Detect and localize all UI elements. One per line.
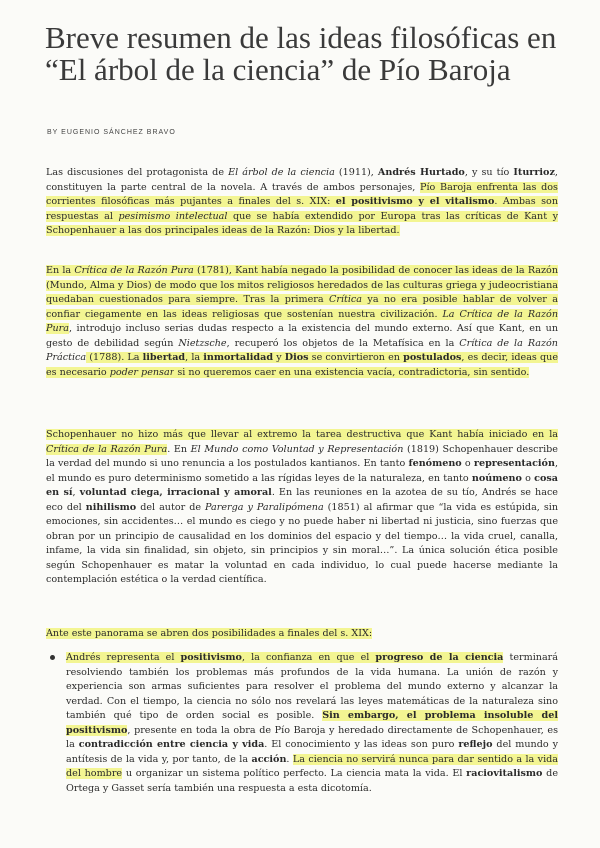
bullet-run: , la confianza en que el <box>241 652 376 663</box>
paragraph-kant <box>46 264 558 380</box>
p3-run: del autor de <box>136 501 206 513</box>
p3-run: Crítica de la Razón Pura <box>46 443 168 455</box>
bullet-run: positivismo <box>180 652 242 663</box>
p1-run: pesimismo intelectual <box>118 210 228 222</box>
p3-run: , <box>72 487 80 498</box>
p1-run: . Ambas son respuestas al <box>46 196 558 222</box>
p3-run: , el mundo es puro determinismo sometido a las rígidas leyes de la naturaleza, en tanto <box>46 458 558 484</box>
bullet-run: . El conocimiento y las ideas son puro <box>264 739 459 750</box>
p2-run: inmortalidad <box>203 352 274 363</box>
p2-run: y <box>273 352 285 363</box>
bullet-run: contradicción entre ciencia y vida <box>78 739 265 750</box>
bullet-run: . <box>286 753 293 765</box>
p2-run: Crítica de la Razón Práctica <box>46 337 558 363</box>
p1-run: (1911), <box>334 167 378 178</box>
p1-run: el positivismo y el vitalismo <box>335 196 495 207</box>
p2-run: Dios <box>284 352 309 363</box>
p2-run: , introdujo incluso serias dudas respecto a la existencia del mundo externo. Así que Kant, en un gesto de debilidad según <box>46 323 558 349</box>
bullet-run: del mundo y antítesis de la vida y, por tanto, de la <box>66 739 558 765</box>
p1-run: Andrés Hurtado <box>377 167 465 178</box>
bullet-run: reflejo <box>458 739 493 750</box>
p1-run: , constituyen la parte central de la novela. A través de ambos personajes, <box>46 167 558 193</box>
p3-run: Schopenhauer no hizo más que llevar al extremo la tarea destructiva que Kant había iniciado en la <box>46 429 558 440</box>
bullet-item-positivismo <box>66 651 558 796</box>
p1-run: Las discusiones del protagonista de <box>46 167 229 178</box>
p2-run: Crítica de la Razón Pura <box>46 308 558 334</box>
p2-run: se convirtieron en <box>308 352 404 363</box>
p3-run: o <box>521 472 535 484</box>
bullet-run: u organizar un sistema político perfecto. La ciencia mata la vida. El <box>122 768 467 779</box>
paragraph-intro <box>46 166 558 239</box>
bullet-run: , presente en toda la obra de Pío Baroja y heredado directamente de Schopenhauer, es la <box>66 724 558 750</box>
p3-run: . En las reuniones en la azotea de su tío, Andrés se hace eco del <box>46 487 558 513</box>
p3-run: cosa en sí <box>46 472 558 498</box>
p3-run: nihilismo <box>85 501 137 513</box>
p2-run: , recuperó los objetos de la Metafísica en la <box>226 337 460 349</box>
bullet-run: progreso de la ciencia <box>375 652 504 663</box>
bullet-run: Sin embargo, el problema insoluble del positivismo <box>66 710 558 736</box>
bullet-run: Andrés representa el <box>66 652 181 663</box>
p2-run: Crítica de la Razón Pura <box>74 265 194 276</box>
p2-run: poder pensar <box>109 366 175 378</box>
p3-run: (1851) al afirmar que “la vida es estúpida, sin emociones, sin accidentes… el mundo es ciego y no puede haber ni libertad ni justicia, sino fuerzas que obran por un principio de causalidad en los dominios del espacio y del tiempo… la vida cruel, canalla, infame, la vida sin finalidad, sin objeto, sin principios y sin moral…”. La única solución ética posible según Schopenhauer es matar la voluntad en cada individuo, lo cual puede hacerse mediante la contemplación estética o la verdad científica. <box>46 501 559 585</box>
p4-run: Ante este panorama se abren dos posibilidades a finales del s. XIX: <box>46 628 373 639</box>
p3-run: voluntad ciega, irracional y amoral <box>79 487 272 498</box>
p3-run: representación <box>473 458 555 469</box>
p2-run: libertad <box>142 352 186 363</box>
p2-run: si no queremos caer en una existencia vacía, contradictoria, sin sentido. <box>174 366 530 378</box>
paragraph-panorama <box>46 627 558 642</box>
p2-run: La <box>442 308 460 320</box>
bullet-run: raciovitalismo <box>466 768 543 779</box>
bullet-list <box>56 651 558 796</box>
p2-run: Nietzsche <box>178 337 227 349</box>
article-title: Breve resumen de las ideas filosóficas en “El árbol de la ciencia” de Pío Baroja <box>45 20 557 87</box>
p1-run: Iturrioz <box>513 167 555 178</box>
p1-run: , y su tío <box>464 167 514 178</box>
p3-run: fenómeno <box>408 458 462 469</box>
bullet-dot-icon <box>50 655 55 660</box>
byline: BY EUGENIO SÁNCHEZ BRAVO <box>47 129 176 136</box>
bullet-run: terminará resolviendo también los problemas más profundos de la vida humana. La unión de razón y experiencia son armas suficientes para resolver el problema del mundo externo y alcanzar la verdad. Con el tiempo, la ciencia no sólo nos revelará las leyes matemáticas de la naturaleza sino también qué tipo de orden social es posible. <box>66 652 558 721</box>
p2-run: ya no era posible hablar de volver a confiar ciegamente en las ideas religiosas que sostenían nuestra civilización. <box>46 294 558 320</box>
p1-run: Pío Baroja enfrenta las dos corrientes filosóficas más pujantes a finales del s. XIX: <box>46 181 558 207</box>
p3-run: (1819) Schopenhauer describe la verdad del mundo si uno renuncia a los postulados kantianos. En tanto <box>46 443 558 469</box>
p2-run: En la <box>46 265 75 276</box>
p2-run: , la <box>185 352 204 363</box>
p3-run: noúmeno <box>471 472 522 484</box>
p2-run: , es decir, ideas que es necesario <box>46 352 558 378</box>
p3-run: . En <box>167 443 191 455</box>
p3-run: o <box>461 458 474 469</box>
p2-run: postulados <box>403 352 462 363</box>
p2-run: (1788). La <box>86 352 143 363</box>
p3-run: Parerga y Paralipómena <box>205 501 324 513</box>
p2-run: (1781), Kant había negado la posibilidad de conocer las ideas de la Razón (Mundo, Alma y Dios) de modo que los mitos religiosos heredados de las culturas griega y judeocristiana quedaban cuestionados para siempre. Tras la primera <box>46 265 558 305</box>
p1-run: que se había extendido por Europa tras las críticas de Kant y Schopenhauer a las dos principales ideas de la Razón: Dios y la libertad. <box>46 210 559 236</box>
p3-run: El Mundo como Voluntad y Representación <box>190 443 404 455</box>
p1-run: El árbol de la ciencia <box>228 167 335 178</box>
bullet-run: acción <box>251 753 287 765</box>
bullet-run: La ciencia no servirá nunca para dar sentido a la vida del hombre <box>66 753 558 779</box>
bullet-run: de Ortega y Gasset sería también una respuesta a esta dicotomía. <box>66 768 558 794</box>
p2-run: Crítica <box>328 294 362 305</box>
paragraph-schopenhauer <box>46 428 558 588</box>
